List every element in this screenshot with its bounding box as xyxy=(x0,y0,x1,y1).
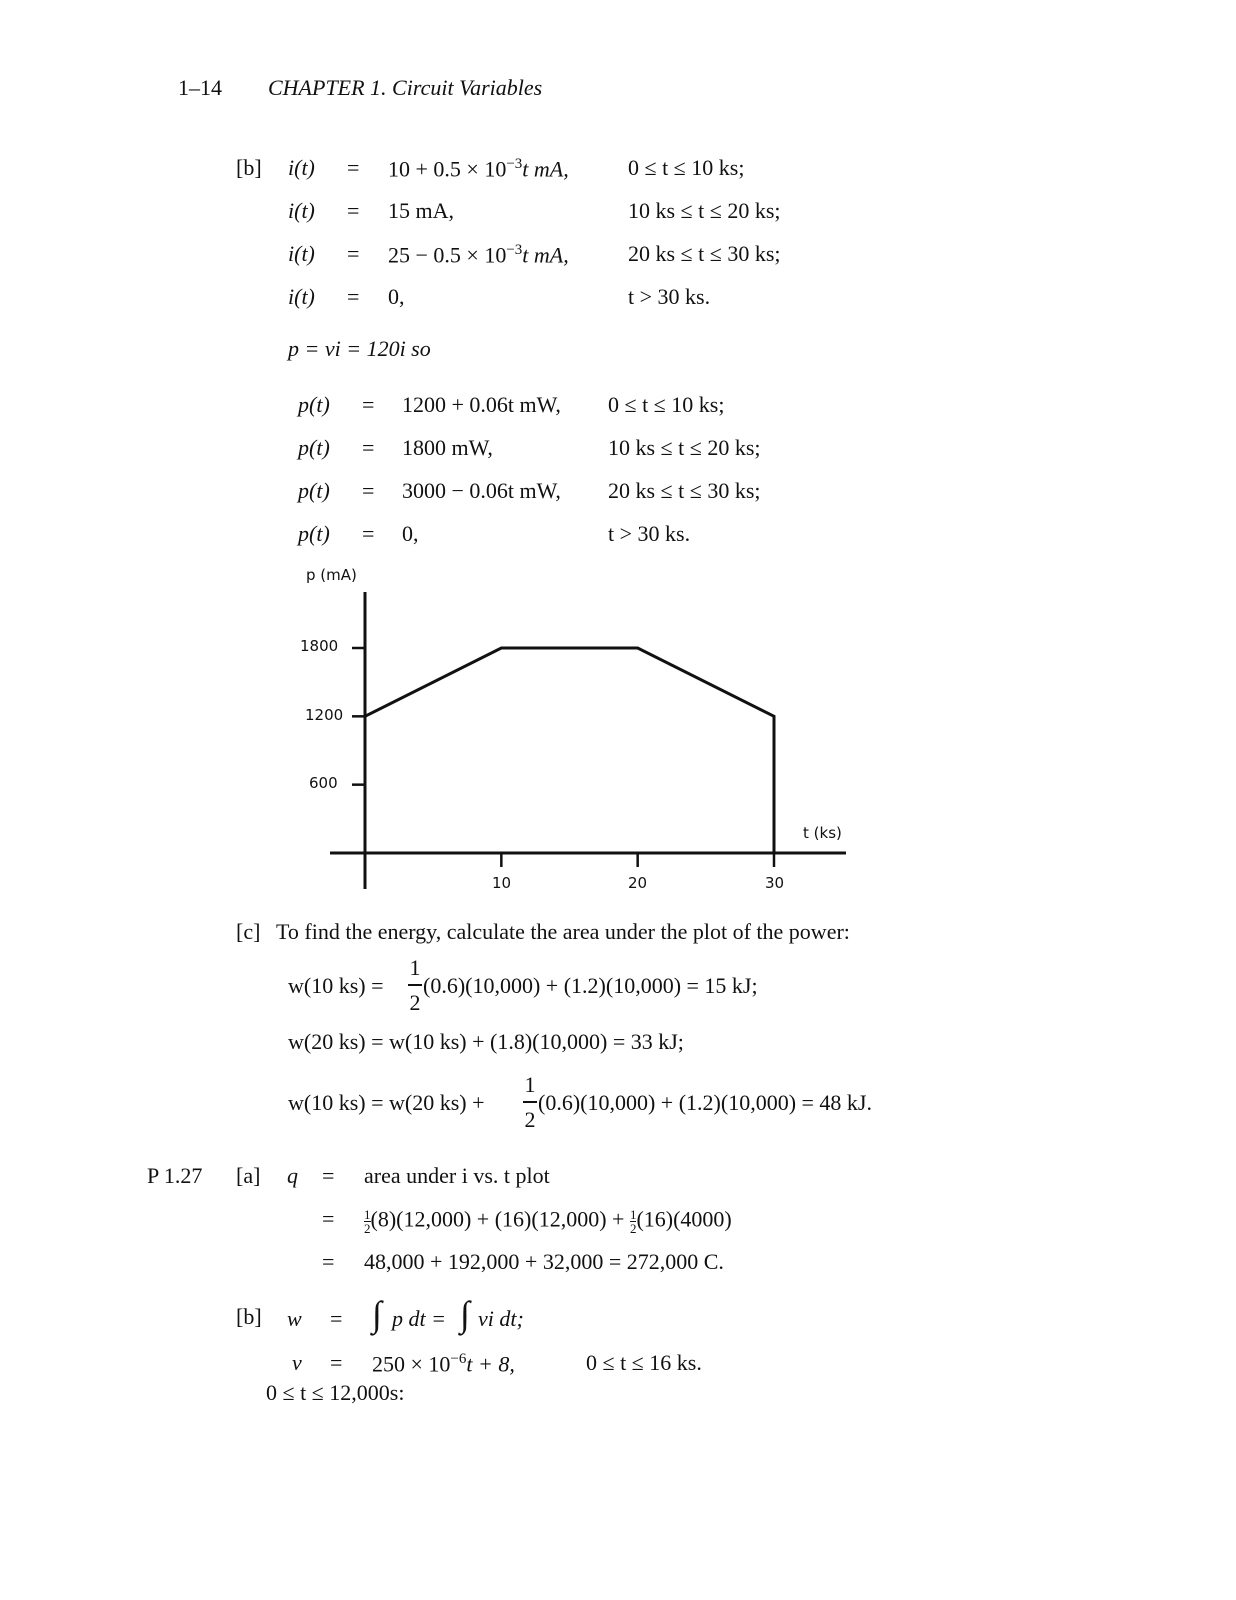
current-expr: 15 mA, xyxy=(388,198,454,223)
energy-eq-1-frac-num: 1 xyxy=(409,955,421,980)
power-eq: = xyxy=(362,392,375,417)
charge-eq: = xyxy=(322,1206,335,1231)
power-expr: 1800 mW, xyxy=(402,435,493,460)
current-lhs: i(t) xyxy=(288,241,315,266)
power-lhs: p(t) xyxy=(298,392,330,417)
page-number: 1–14 xyxy=(178,75,222,100)
current-lhs: i(t) xyxy=(288,198,315,223)
y-tick-label: 1200 xyxy=(305,706,344,724)
power-eq: = xyxy=(362,478,375,503)
integral-sign: ∫ xyxy=(460,1294,470,1334)
trailing-condition: 0 ≤ t ≤ 12,000s: xyxy=(266,1380,405,1405)
data-point xyxy=(500,647,502,649)
power-condition: 0 ≤ t ≤ 10 ks; xyxy=(608,392,725,417)
x-axis-label: t (ks) xyxy=(803,824,842,842)
energy-eq-1-lhs: w(10 ks) = xyxy=(288,973,384,998)
power-series-line xyxy=(365,648,774,853)
current-eq: = xyxy=(347,155,360,180)
power-expr: 3000 − 0.06t mW, xyxy=(402,478,561,503)
x-tick-label: 30 xyxy=(765,874,785,892)
data-point xyxy=(773,715,775,717)
integral-expr-1: p dt = xyxy=(392,1306,446,1331)
fraction-bar xyxy=(408,984,422,986)
current-expr: $25 - 0.5 \times 10^{-3}t$ mA, xyxy=(388,242,569,268)
power-lhs: p(t) xyxy=(298,478,330,503)
charge-eq: = xyxy=(322,1163,335,1188)
charge-expr: 48,000 + 192,000 + 32,000 = 272,000 C. xyxy=(364,1249,724,1274)
y-tick-label: 1800 xyxy=(300,637,339,655)
y-tick-label: 600 xyxy=(309,774,338,792)
power-eq: = xyxy=(362,521,375,546)
voltage-expr: $250 \times 10^{-6}t + 8$, xyxy=(372,1351,515,1377)
charge-eq: = xyxy=(322,1249,335,1274)
data-point xyxy=(636,647,638,649)
current-eq: = xyxy=(347,284,360,309)
x-tick-label: 20 xyxy=(628,874,648,892)
charge-lhs: q xyxy=(287,1163,298,1188)
integral-sign: ∫ xyxy=(372,1294,382,1334)
energy-eq-2: w(20 ks) = w(10 ks) + (1.8)(10,000) = 33 kJ; xyxy=(288,1029,684,1054)
energy-eq: = xyxy=(330,1306,343,1331)
current-eq: = xyxy=(347,198,360,223)
chart-axes xyxy=(330,592,846,892)
current-expr: $10 + 0.5 \times 10^{-3}t$ mA, xyxy=(388,156,569,182)
charge-expr: $\frac{1}{2}$ (8)(12,000) + (16)(12,000) + $\frac{1}{2}$ (16)(4000) xyxy=(364,1206,732,1236)
power-expr: 0, xyxy=(402,521,419,546)
power-lhs: p(t) xyxy=(298,435,330,460)
energy-eq-3-rhs: (0.6)(10,000) + (1.2)(10,000) = 48 kJ. xyxy=(538,1090,872,1115)
current-lhs: i(t) xyxy=(288,284,315,309)
part-b-label: [b] xyxy=(236,1304,262,1329)
current-condition: 10 ks ≤ t ≤ 20 ks; xyxy=(628,198,781,223)
current-eq: = xyxy=(347,241,360,266)
y-axis-label: p (mA) xyxy=(306,566,357,584)
half-numerator: 1 xyxy=(629,1207,637,1222)
current-condition: t > 30 ks. xyxy=(628,284,711,309)
voltage-lhs: v xyxy=(292,1350,302,1375)
chart-ticks xyxy=(352,648,774,867)
part-b-label: [b] xyxy=(236,155,262,180)
current-condition: 20 ks ≤ t ≤ 30 ks; xyxy=(628,241,781,266)
power-expr: 1200 + 0.06t mW, xyxy=(402,392,561,417)
part-c-label: [c] xyxy=(236,919,261,944)
fraction-bar xyxy=(523,1101,537,1103)
energy-eq-1-rhs: (0.6)(10,000) + (1.2)(10,000) = 15 kJ; xyxy=(423,973,758,998)
energy-eq-1-frac-den: 2 xyxy=(409,990,421,1015)
part-c-intro: To find the energy, calculate the area under the plot of the power: xyxy=(276,919,850,944)
energy-lhs: w xyxy=(287,1306,302,1331)
power-eq: = xyxy=(362,435,375,460)
energy-eq-3-frac-num: 1 xyxy=(524,1072,536,1097)
half-denominator: 2 xyxy=(629,1221,637,1236)
current-expr: 0, xyxy=(388,284,405,309)
voltage-condition: 0 ≤ t ≤ 16 ks. xyxy=(586,1350,702,1375)
voltage-eq: = xyxy=(330,1350,343,1375)
power-lhs: p(t) xyxy=(298,521,330,546)
x-tick-label: 10 xyxy=(492,874,512,892)
current-lhs: i(t) xyxy=(288,155,315,180)
chapter-title: CHAPTER 1. Circuit Variables xyxy=(268,75,543,100)
half-numerator: 1 xyxy=(364,1207,371,1222)
power-condition: 10 ks ≤ t ≤ 20 ks; xyxy=(608,435,761,460)
chart-series xyxy=(364,647,775,854)
charge-expr: area under i vs. t plot xyxy=(364,1163,550,1188)
part-a-label: [a] xyxy=(236,1163,261,1188)
half-denominator: 2 xyxy=(364,1221,371,1236)
power-condition: 20 ks ≤ t ≤ 30 ks; xyxy=(608,478,761,503)
energy-eq-3-lhs: w(10 ks) = w(20 ks) + xyxy=(288,1090,485,1115)
energy-eq-3-frac-den: 2 xyxy=(524,1107,536,1132)
power-condition: t > 30 ks. xyxy=(608,521,691,546)
problem-number: P 1.27 xyxy=(147,1163,203,1188)
power-relation: p = vi = 120i so xyxy=(288,336,431,361)
integral-expr-2: vi dt; xyxy=(478,1306,524,1331)
current-condition: 0 ≤ t ≤ 10 ks; xyxy=(628,155,745,180)
